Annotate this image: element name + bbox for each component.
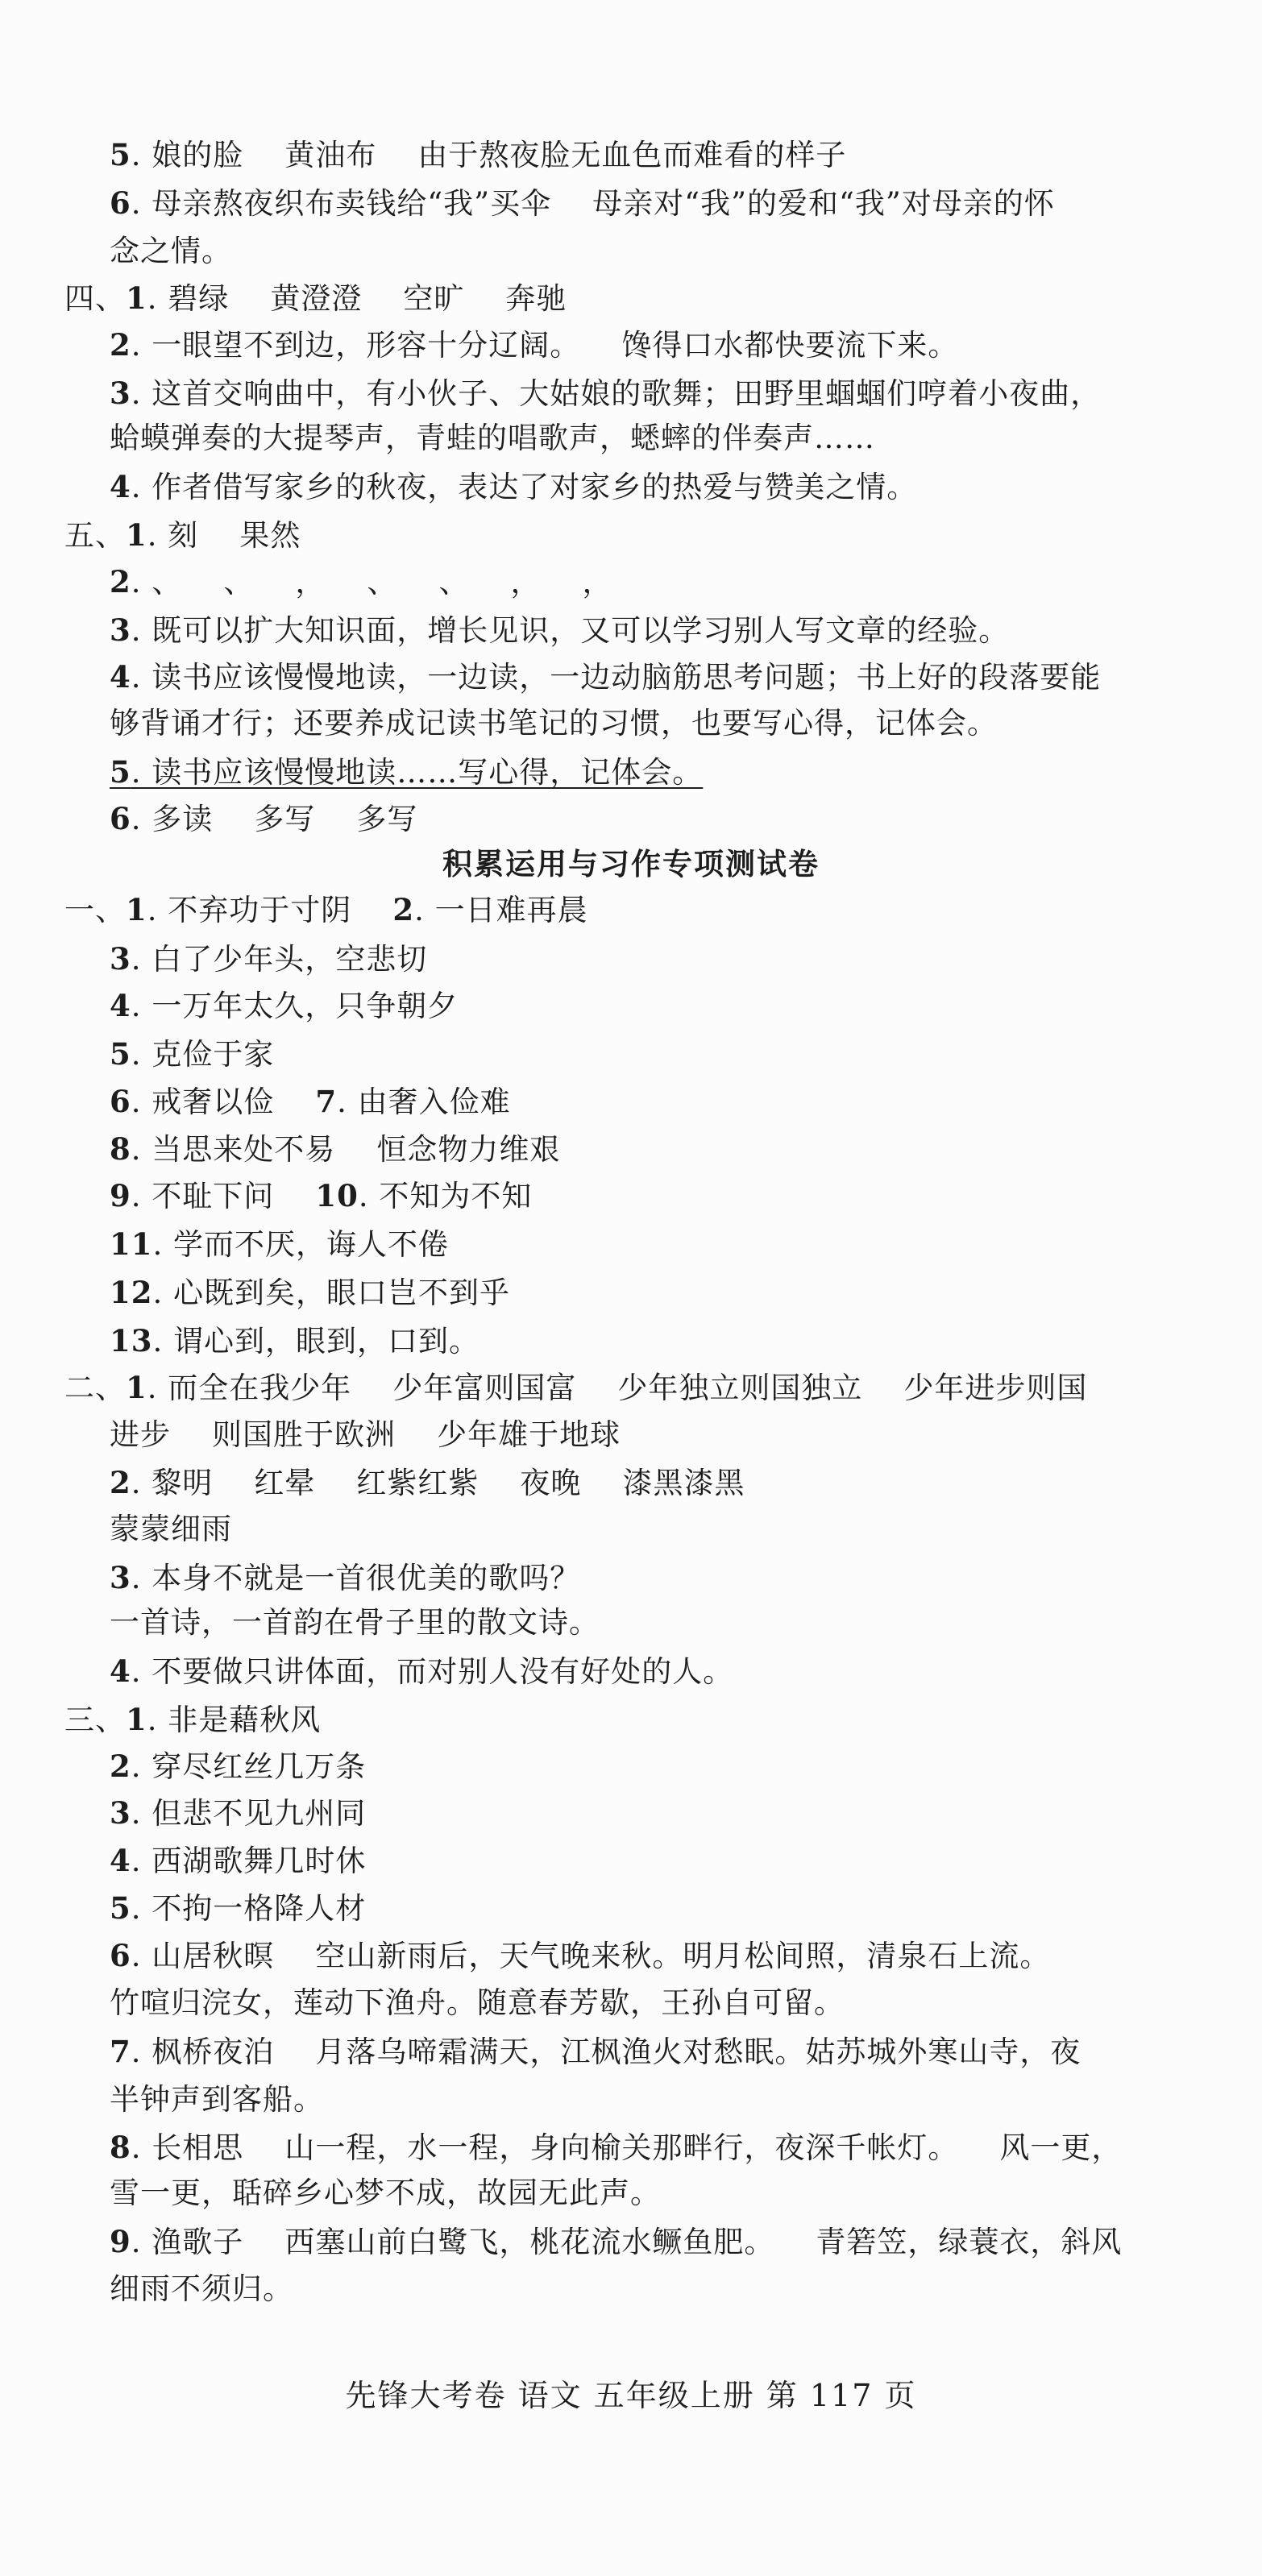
item-number: 1	[126, 892, 147, 927]
section-marker: 五、	[64, 518, 126, 553]
answer-line	[110, 562, 613, 602]
answer-line	[110, 2270, 293, 2308]
item-number: 6	[110, 185, 131, 221]
answer-line	[110, 135, 846, 175]
item-number: 8	[110, 1131, 131, 1167]
section-marker: 四、	[64, 281, 126, 316]
answer-text: . 谓心到，眼到，口到。	[152, 1324, 480, 1359]
answer-line	[64, 890, 588, 930]
answer-text: 雪一更，聒碎乡心梦不成，故园无此声。	[110, 2176, 661, 2210]
answer-line	[110, 1225, 449, 1264]
answer-text: . 不弃功于寸阴	[147, 893, 393, 927]
item-number: 6	[110, 1938, 131, 1973]
item-number: 4	[110, 1843, 131, 1878]
answer-text: 半钟声到客船。	[110, 2082, 324, 2117]
answer-line	[64, 516, 301, 555]
item-number: 1	[126, 280, 147, 316]
answer-text: . 西湖歌舞几时休	[131, 1844, 367, 1878]
answer-text: . 既可以扩大知识面，增长见识，又可以学习别人写文章的经验。	[131, 613, 1010, 648]
item-number: 2	[110, 564, 131, 599]
answer-line	[110, 1652, 733, 1691]
section-marker: 一、	[64, 893, 126, 927]
answer-text: . 读书应该慢慢地读，一边读，一边动脑筋思考问题；书上好的段落要能	[131, 660, 1102, 695]
answer-line	[64, 1700, 321, 1740]
answer-line	[110, 1082, 511, 1122]
answer-text: . 读书应该慢慢地读……写心得，记体会。	[131, 755, 704, 790]
section-title: 积累运用与习作专项测试卷	[442, 846, 820, 881]
answer-text: . 刻 果然	[147, 518, 301, 553]
item-number: 1	[126, 517, 147, 553]
item-number: 11	[110, 1226, 153, 1262]
answer-line	[110, 419, 875, 458]
item-number: 3	[110, 375, 131, 411]
answer-text: 够背诵才行；还要养成记读书笔记的习惯，也要写心得，记体会。	[110, 706, 998, 740]
item-number: 8	[110, 2130, 131, 2165]
item-number: 2	[392, 892, 415, 927]
answer-line	[110, 753, 703, 792]
answer-text: . 克俭于家	[131, 1037, 275, 1072]
section-marker: 三、	[64, 1703, 126, 1737]
answer-line	[64, 279, 567, 318]
answer-line	[64, 1368, 1087, 1408]
item-number: 7	[315, 1084, 338, 1119]
answer-line	[110, 467, 917, 507]
answer-text: . 不拘一格降人材	[131, 1891, 367, 1926]
answer-line	[110, 2080, 324, 2119]
answer-line	[110, 2222, 1122, 2262]
answer-text: 细雨不须归。	[110, 2271, 293, 2306]
answer-line	[110, 1794, 366, 1833]
item-number: 7	[110, 2034, 131, 2069]
answer-line	[110, 1841, 366, 1881]
item-number: 12	[110, 1275, 153, 1310]
answer-text: . 一日难再晨	[414, 893, 588, 927]
item-number: 4	[110, 469, 131, 504]
answer-text: . 戒奢以俭	[131, 1085, 316, 1119]
answer-text: . 这首交响曲中，有小伙子、大姑娘的歌舞；田野里蝈蝈们哼着小夜曲，	[131, 376, 1102, 411]
answer-text: . 本身不就是一首很优美的歌吗？	[131, 1561, 581, 1595]
item-number: 2	[110, 1748, 131, 1784]
answer-line	[110, 611, 1009, 650]
answer-text: . 而全在我少年 少年富则国富 少年独立则国独立 少年进步则国	[147, 1371, 1088, 1405]
answer-text: 蒙蒙细雨	[110, 1512, 232, 1546]
answer-text: . 、 、 ， 、 、 ， ，	[131, 565, 613, 599]
answer-text: . 心既到矣，眼口岂不到乎	[152, 1276, 511, 1310]
item-number: 9	[110, 2224, 131, 2259]
item-number: 6	[110, 801, 131, 836]
answer-text: . 长相思 山一程，水一程，身向榆关那畔行，夜深千帐灯。 风一更，	[131, 2130, 1123, 2165]
answer-line	[110, 2128, 1122, 2167]
item-number: 4	[110, 659, 131, 695]
page-footer: 先锋大考卷 语文 五年级上册 第 117 页	[345, 2378, 917, 2413]
item-number: 5	[110, 1890, 131, 1926]
answer-line	[110, 1176, 532, 1216]
answer-text: . 碧绿 黄澄澄 空旷 奔驰	[147, 281, 567, 316]
answer-text: . 非是藉秋风	[147, 1703, 322, 1737]
answer-line	[110, 1130, 560, 1169]
answer-text: . 山居秋暝 空山新雨后，天气晚来秋。明月松间照，清泉石上流。	[131, 1939, 1051, 1973]
answer-line	[110, 1984, 845, 2022]
answer-text: 一首诗，一首韵在骨子里的散文诗。	[110, 1605, 600, 1640]
answer-text: . 母亲熬夜织布卖钱给“我”买伞 母亲对“我”的爱和“我”对母亲的怀	[131, 186, 1055, 221]
answer-text: 进步 则国胜于欧洲 少年雄于地球	[110, 1417, 621, 1452]
answer-text: . 由奢入俭难	[337, 1085, 511, 1119]
item-number: 2	[110, 1465, 131, 1500]
item-number: 4	[110, 988, 131, 1023]
answer-text: . 不知为不知	[358, 1179, 533, 1213]
answer-line	[110, 1558, 580, 1598]
answer-text: . 作者借写家乡的秋夜，表达了对家乡的热爱与赞美之情。	[131, 470, 918, 504]
item-number: 3	[110, 941, 131, 977]
answer-text: . 但悲不见九州同	[131, 1796, 367, 1831]
answer-line	[110, 940, 427, 979]
answer-text: . 白了少年头，空悲切	[131, 942, 428, 977]
item-number: 5	[110, 1036, 131, 1072]
item-number: 10	[315, 1178, 359, 1213]
answer-line	[110, 2032, 1081, 2072]
answer-text: . 一眼望不到边，形容十分辽阔。 馋得口水都快要流下来。	[131, 328, 959, 363]
answer-line	[110, 1889, 366, 1928]
answer-text: . 枫桥夜泊 月落乌啼霜满天，江枫渔火对愁眠。姑苏城外寒山寺，夜	[131, 2035, 1081, 2069]
item-number: 4	[110, 1653, 131, 1689]
item-number: 13	[110, 1323, 153, 1359]
answer-line	[110, 799, 417, 839]
answer-text: . 不要做只讲体面，而对别人没有好处的人。	[131, 1654, 734, 1689]
item-number: 3	[110, 612, 131, 648]
answer-text: . 多读 多写 多写	[131, 802, 418, 836]
answer-line	[110, 1416, 621, 1454]
item-number: 1	[126, 1370, 147, 1405]
answer-line	[110, 704, 998, 743]
item-number: 6	[110, 1084, 131, 1119]
answer-line	[110, 986, 458, 1026]
answer-text: 蛤蟆弹奏的大提琴声，青蛙的唱歌声，蟋蟀的伴奏声……	[110, 421, 875, 455]
answer-line	[110, 232, 232, 271]
answer-line	[110, 1510, 232, 1549]
answer-line	[110, 184, 1055, 223]
item-number: 3	[110, 1560, 131, 1595]
answer-line	[110, 2174, 661, 2213]
answer-line	[110, 326, 958, 365]
answer-text: . 学而不厌，诲人不倦	[152, 1227, 450, 1262]
item-number: 5	[110, 137, 131, 172]
item-number: 2	[110, 327, 131, 363]
answer-line	[110, 657, 1101, 697]
answer-text: . 不耻下问	[131, 1179, 316, 1213]
answer-line	[110, 1321, 479, 1361]
answer-line	[110, 1463, 745, 1503]
answer-text: . 穿尽红丝几万条	[131, 1749, 367, 1784]
item-number: 9	[110, 1178, 131, 1213]
answer-text: . 渔歌子 西塞山前白鹭飞，桃花流水鳜鱼肥。 青箬笠，绿蓑衣，斜风	[131, 2225, 1123, 2259]
answer-line	[110, 374, 1101, 413]
answer-line	[110, 1603, 600, 1642]
answer-line	[110, 1747, 366, 1786]
answer-line	[110, 1273, 510, 1313]
section-marker: 二、	[64, 1371, 126, 1405]
answer-text: . 一万年太久，只争朝夕	[131, 989, 459, 1023]
answer-text: 竹喧归浣女，莲动下渔舟。随意春芳歇，王孙自可留。	[110, 1985, 845, 2020]
answer-text: . 娘的脸 黄油布 由于熬夜脸无血色而难看的样子	[131, 138, 847, 172]
item-number: 1	[126, 1702, 147, 1737]
answer-line	[110, 1936, 1050, 1976]
answer-text: . 黎明 红晕 红紫红紫 夜晚 漆黑漆黑	[131, 1466, 745, 1500]
item-number: 5	[110, 754, 131, 790]
answer-text: . 当思来处不易 恒念物力维艰	[131, 1132, 561, 1167]
item-number: 3	[110, 1795, 131, 1831]
answer-text: 念之情。	[110, 234, 232, 268]
answer-line	[110, 1035, 274, 1074]
